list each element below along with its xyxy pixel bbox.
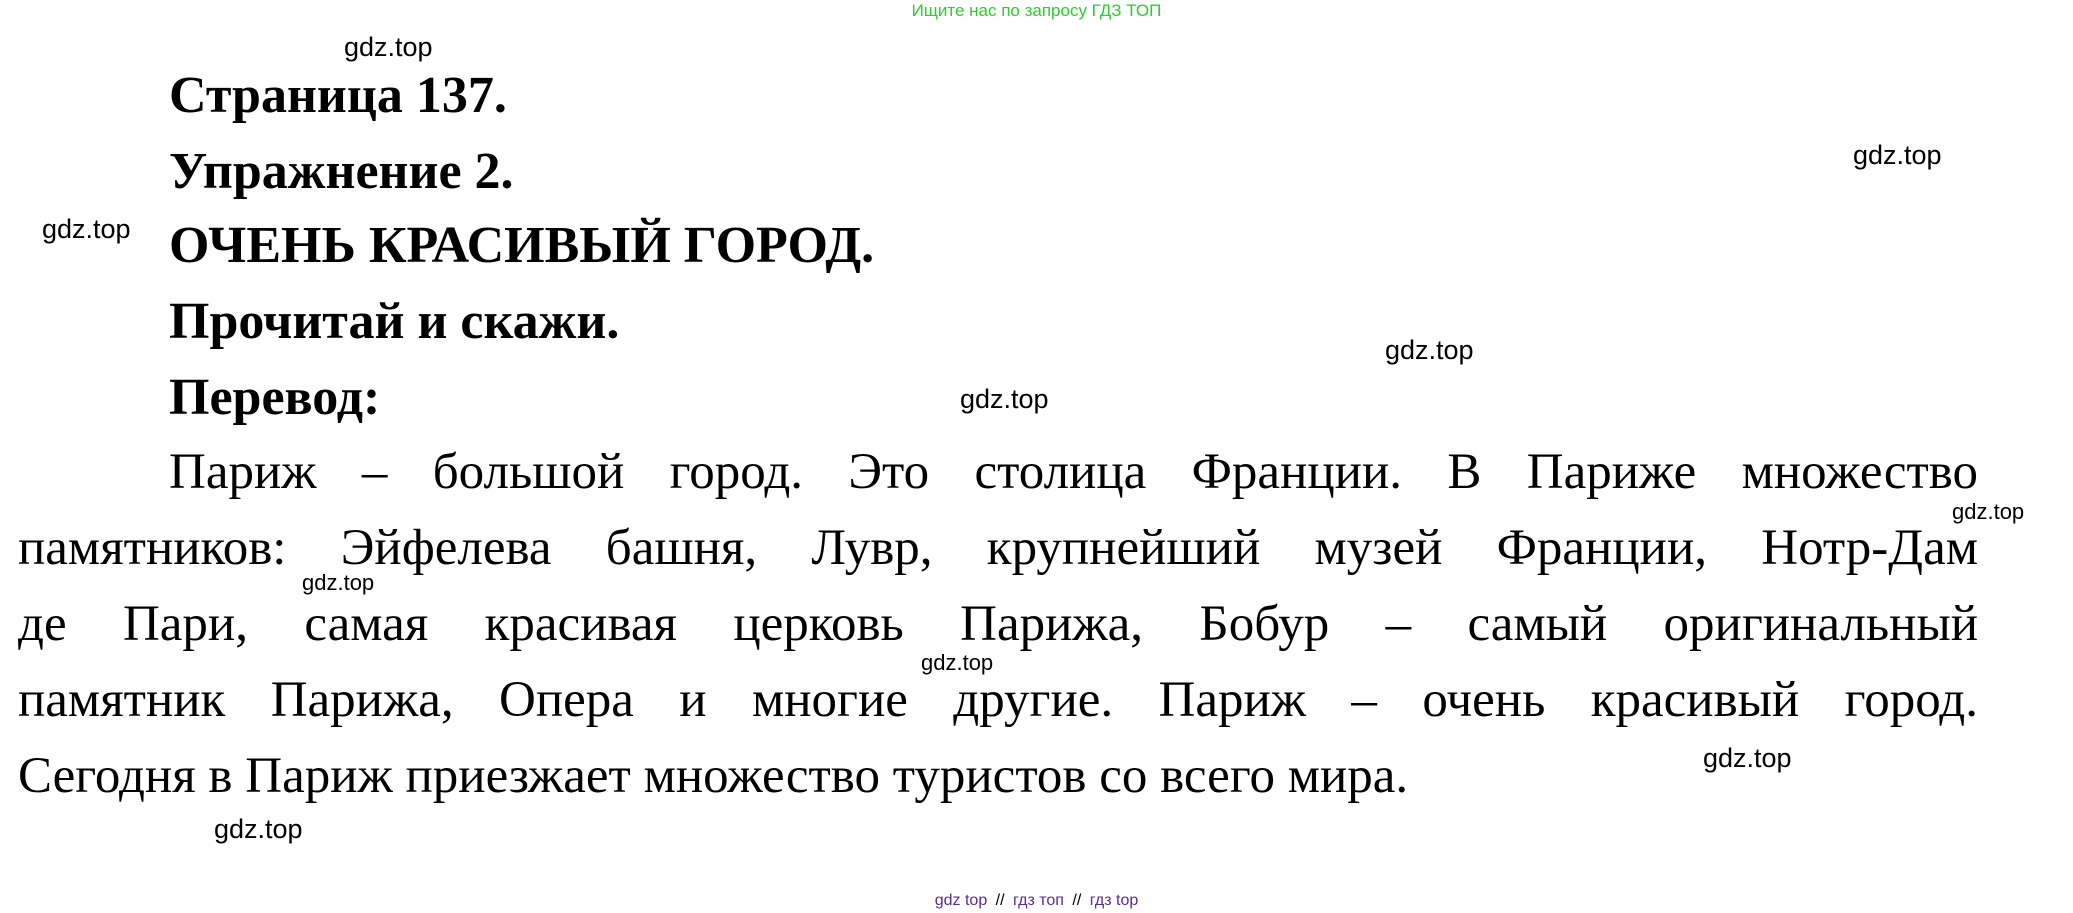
watermark: gdz.top [960,384,1049,414]
footer-link-gdz-top-mixed[interactable]: гдз top [1089,892,1139,909]
footer-link-gdz-top[interactable]: gdz top [934,892,988,909]
paragraph-line: Сегодня в Париж приезжает множество туристов со всего мира. [18,748,1409,804]
page-number-heading: Страница 137. [169,67,507,124]
translation-heading: Перевод: [169,369,381,426]
watermark: gdz.top [344,32,433,62]
watermark: gdz.top [1703,743,1792,773]
watermark: gdz.top [1952,499,2025,524]
top-banner[interactable]: Ищите нас по запросу ГДЗ ТОП [911,1,1162,20]
paragraph-line: Париж – большой город. Это столица Франции. В Париже множество [169,444,1978,500]
footer-separator: // [1072,892,1082,909]
watermark: gdz.top [214,814,303,844]
watermark: gdz.top [1853,140,1942,170]
watermark: gdz.top [921,650,994,675]
watermark: gdz.top [1385,335,1474,365]
exercise-heading: Упражнение 2. [169,143,514,200]
watermark: gdz.top [302,570,375,595]
paragraph-line: памятников: Эйфелева башня, Лувр, крупнейший музей Франции, Нотр-Дам [18,520,1978,576]
footer-links [0,891,2073,911]
text-title-heading: ОЧЕНЬ КРАСИВЫЙ ГОРОД. [169,217,875,274]
paragraph-line: памятник Парижа, Опера и многие другие. Париж – очень красивый город. [18,672,1978,728]
paragraph-line: де Пари, самая красивая церковь Парижа, Бобур – самый оригинальный [18,596,1978,652]
footer-link-gdz-top-ru[interactable]: гдз топ [1013,892,1064,909]
instruction-heading: Прочитай и скажи. [169,293,620,350]
footer-separator: // [995,892,1005,909]
watermark: gdz.top [42,214,131,244]
